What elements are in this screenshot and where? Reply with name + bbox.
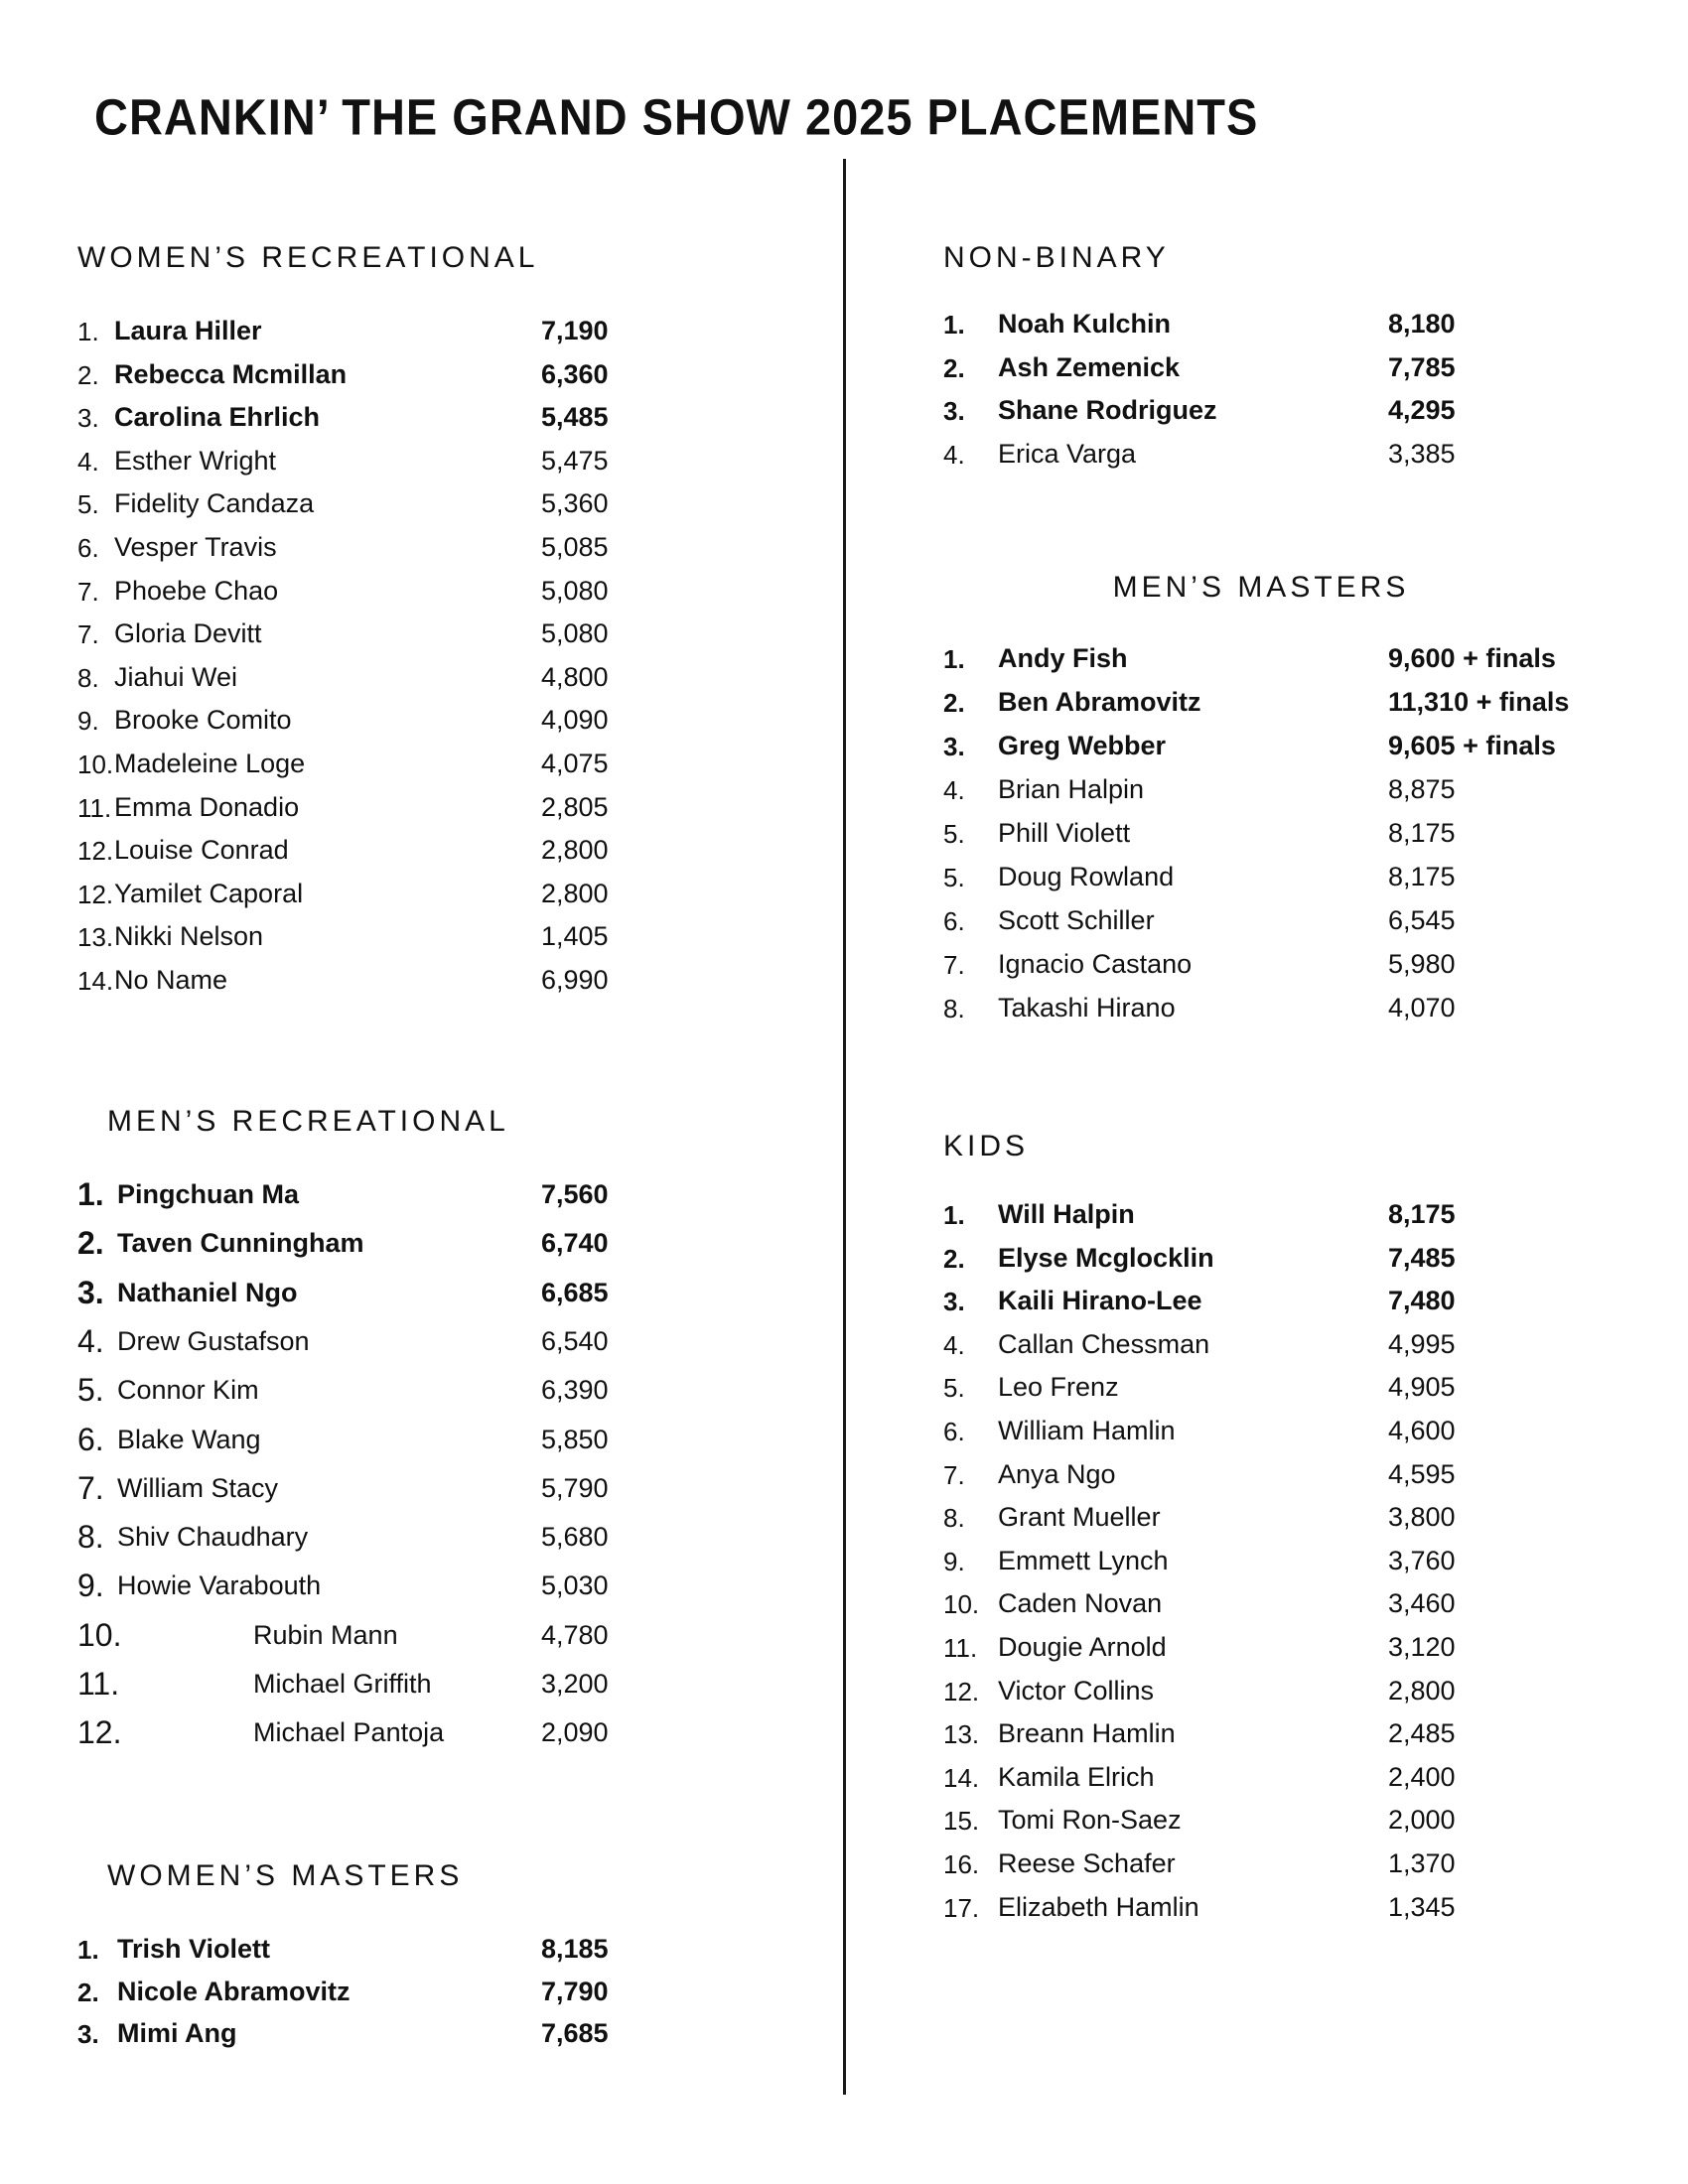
competitor-name: Anya Ngo (998, 1458, 1116, 1489)
score-value: 5,360 (541, 488, 609, 519)
placement-row (943, 1718, 1658, 1760)
competitor-name: Phill Violett (998, 818, 1131, 848)
competitor-name: Shiv Chaudhary (117, 1522, 309, 1553)
score-value: 1,370 (1388, 1848, 1456, 1878)
score-value: 5,085 (541, 532, 609, 562)
score-value: 7,790 (541, 1976, 609, 2006)
score-value: 8,875 (1388, 774, 1456, 804)
placement-row (77, 1469, 792, 1515)
section-header-mens-masters: MEN’S MASTERS (1112, 571, 1410, 604)
placement-row (77, 1934, 792, 1976)
competitor-name: Gloria Devitt (114, 618, 262, 649)
score-value: 4,800 (541, 661, 609, 692)
rank-number: 3. (943, 732, 965, 761)
rank-number: 5. (943, 1373, 965, 1404)
rank-number: 2. (943, 1243, 965, 1274)
competitor-name: Vesper Travis (114, 532, 277, 562)
score-value: 5,080 (541, 575, 609, 606)
competitor-name: Howie Varabouth (117, 1570, 322, 1601)
rank-number: 4. (77, 446, 99, 477)
score-value: 7,685 (541, 2018, 609, 2048)
section-womens-recreational (77, 241, 792, 1115)
placement-row (943, 687, 1658, 729)
placement-row (77, 532, 792, 574)
score-value: 2,485 (1388, 1718, 1456, 1749)
score-value: 7,480 (1388, 1286, 1456, 1316)
placement-row (77, 921, 792, 963)
competitor-name: Nikki Nelson (114, 921, 264, 952)
rank-number: 7. (943, 950, 965, 980)
section-non-binary (943, 241, 1658, 569)
competitor-name: William Stacy (117, 1472, 279, 1503)
score-value: 6,685 (541, 1277, 609, 1307)
placement-row (943, 1805, 1658, 1846)
rank-number: 1. (943, 644, 965, 674)
score-value: 5,030 (541, 1570, 609, 1601)
placement-row (943, 1329, 1658, 1371)
score-value: 6,360 (541, 358, 609, 389)
rank-number: 7. (77, 619, 99, 650)
rank-number: 10. (943, 1589, 980, 1620)
competitor-name: Taven Cunningham (117, 1228, 364, 1259)
rank-number: 1. (77, 1176, 104, 1212)
competitor-name: Emma Donadio (114, 791, 300, 822)
competitor-name: Will Halpin (998, 1199, 1135, 1229)
column-divider-line (843, 159, 846, 2095)
rank-number: 4. (77, 1322, 104, 1359)
competitor-name: Breann Hamlin (998, 1718, 1176, 1749)
rank-number: 1. (943, 1200, 965, 1230)
placement-row (77, 1519, 792, 1564)
rank-number: 6. (943, 1417, 965, 1446)
placement-row (77, 879, 792, 920)
rank-number: 3. (943, 1287, 965, 1317)
rank-number: 7. (77, 1469, 104, 1506)
competitor-name: Erica Varga (998, 438, 1137, 469)
competitor-name: Rubin Mann (253, 1619, 398, 1650)
competitor-name: Victor Collins (998, 1675, 1155, 1706)
score-value: 9,600 + finals (1388, 643, 1556, 673)
score-value: 3,460 (1388, 1588, 1456, 1619)
rank-number: 16. (943, 1849, 980, 1879)
rank-number: 5. (77, 489, 99, 520)
competitor-name: Carolina Ehrlich (114, 402, 321, 433)
placement-row (943, 309, 1658, 350)
score-value: 2,805 (541, 791, 609, 822)
placement-row (943, 1892, 1658, 1934)
competitor-name: Scott Schiller (998, 905, 1155, 935)
section-header-womens-recreational: WOMEN’S RECREATIONAL (77, 241, 539, 274)
competitor-name: Blake Wang (117, 1424, 261, 1454)
placement-row (943, 1372, 1658, 1414)
score-value: 11,310 + finals (1388, 687, 1570, 717)
rank-number: 3. (77, 1274, 104, 1310)
rank-number: 2. (77, 1977, 99, 2007)
competitor-name: Andy Fish (998, 643, 1128, 673)
competitor-name: Ash Zemenick (998, 351, 1181, 382)
competitor-name: Ignacio Castano (998, 949, 1193, 979)
score-value: 5,475 (541, 445, 609, 476)
competitor-name: Takashi Hirano (998, 993, 1176, 1023)
section-mens-recreational (77, 1105, 792, 1859)
rank-number: 2. (943, 352, 965, 383)
section-womens-masters (77, 1859, 792, 2184)
competitor-name: Emmett Lynch (998, 1545, 1169, 1575)
placement-row (77, 359, 792, 401)
placement-row (77, 1176, 792, 1221)
competitor-name: Reese Schafer (998, 1848, 1176, 1878)
competitor-name: Nathaniel Ngo (117, 1277, 298, 1307)
rank-number: 15. (943, 1806, 980, 1837)
score-value: 8,175 (1388, 862, 1456, 891)
rank-number: 2. (77, 1225, 104, 1262)
placement-row (77, 402, 792, 444)
score-value: 5,080 (541, 618, 609, 649)
rank-number: 14. (943, 1762, 980, 1793)
rank-number: 13. (77, 922, 114, 953)
rank-number: 9. (77, 1568, 104, 1604)
placement-row (943, 1459, 1658, 1501)
competitor-name: Pingchuan Ma (117, 1179, 300, 1209)
rank-number: 8. (943, 1503, 965, 1534)
page-title: CRANKIN’ THE GRAND SHOW 2025 PLACEMENTS (94, 88, 1259, 146)
section-header-kids: KIDS (943, 1130, 1030, 1162)
competitor-name: Brooke Comito (114, 705, 292, 736)
placement-row (943, 352, 1658, 394)
section-header-mens-recreational: MEN’S RECREATIONAL (107, 1105, 509, 1138)
competitor-name: Louise Conrad (114, 835, 289, 866)
rank-number: 7. (77, 576, 99, 607)
rank-number: 2. (77, 359, 99, 390)
competitor-name: Grant Mueller (998, 1502, 1161, 1533)
rank-number: 8. (943, 994, 965, 1024)
score-value: 6,990 (541, 965, 609, 995)
competitor-name: Michael Pantoja (253, 1717, 445, 1748)
score-value: 1,345 (1388, 1891, 1456, 1922)
score-value: 4,995 (1388, 1328, 1456, 1359)
rank-number: 11. (943, 1633, 978, 1663)
competitor-name: Elizabeth Hamlin (998, 1891, 1199, 1922)
score-value: 3,800 (1388, 1502, 1456, 1533)
score-value: 9,605 + finals (1388, 731, 1556, 760)
rank-number: 5. (77, 1372, 104, 1409)
placement-row (943, 731, 1658, 772)
competitor-name: Tomi Ron-Saez (998, 1805, 1182, 1836)
competitor-name: Fidelity Candaza (114, 488, 315, 519)
competitor-name: Noah Kulchin (998, 309, 1171, 339)
placement-row (943, 818, 1658, 860)
competitor-name: Drew Gustafson (117, 1325, 310, 1356)
section-mens-masters (943, 571, 1658, 1127)
score-value: 8,185 (541, 1934, 609, 1964)
placement-row (943, 862, 1658, 903)
placement-row (77, 965, 792, 1007)
competitor-name: Doug Rowland (998, 862, 1175, 891)
competitor-name: Madeleine Loge (114, 749, 306, 778)
rank-number: 12. (77, 836, 114, 867)
score-value: 5,980 (1388, 949, 1456, 979)
rank-number: 10. (77, 1616, 122, 1653)
placement-row (943, 905, 1658, 947)
score-value: 3,760 (1388, 1545, 1456, 1575)
section-kids (943, 1130, 1658, 2003)
placement-row (943, 1632, 1658, 1674)
rank-number: 5. (943, 863, 965, 892)
rank-number: 6. (77, 1421, 104, 1457)
placement-row (77, 662, 792, 704)
placement-row (943, 1546, 1658, 1587)
rank-number: 10. (77, 750, 114, 779)
score-value: 4,295 (1388, 395, 1456, 426)
placement-row (77, 576, 792, 617)
score-value: 6,540 (541, 1325, 609, 1356)
placement-row (77, 792, 792, 834)
competitor-name: Laura Hiller (114, 316, 262, 345)
competitor-name: Nicole Abramovitz (117, 1976, 351, 2006)
competitor-name: Jiahui Wei (114, 661, 238, 692)
score-value: 5,790 (541, 1472, 609, 1503)
rank-number: 6. (943, 906, 965, 936)
placement-row (77, 1666, 792, 1710)
rank-number: 12. (943, 1676, 980, 1706)
placement-row (943, 1502, 1658, 1544)
score-value: 4,905 (1388, 1372, 1456, 1403)
score-value: 2,800 (1388, 1675, 1456, 1706)
placement-row (77, 835, 792, 877)
competitor-name: Trish Violett (117, 1934, 271, 1964)
rank-number: 3. (943, 396, 965, 427)
competitor-name: Mimi Ang (117, 2018, 237, 2048)
rank-number: 17. (943, 1892, 980, 1923)
placement-row (943, 1762, 1658, 1804)
score-value: 5,485 (541, 402, 609, 433)
competitor-name: Greg Webber (998, 731, 1167, 760)
score-value: 3,120 (1388, 1632, 1456, 1662)
placement-row (943, 993, 1658, 1034)
placement-row (77, 618, 792, 660)
rank-number: 1. (943, 310, 965, 340)
placement-row (77, 446, 792, 487)
competitor-name: Ben Abramovitz (998, 687, 1201, 717)
score-value: 7,785 (1388, 351, 1456, 382)
placement-row (943, 1243, 1658, 1285)
competitor-name: Connor Kim (117, 1375, 259, 1406)
score-value: 7,560 (541, 1179, 609, 1209)
competitor-name: William Hamlin (998, 1416, 1176, 1445)
competitor-name: Kamila Elrich (998, 1761, 1155, 1792)
placement-row (77, 316, 792, 357)
competitor-name: Shane Rodriguez (998, 395, 1217, 426)
score-value: 2,800 (541, 878, 609, 908)
score-value: 7,485 (1388, 1242, 1456, 1273)
placement-row (77, 1421, 792, 1466)
section-header-non-binary: NON-BINARY (943, 241, 1170, 274)
rank-number: 6. (77, 533, 99, 563)
score-value: 8,175 (1388, 818, 1456, 848)
rank-number: 3. (77, 2019, 99, 2049)
competitor-name: Caden Novan (998, 1588, 1163, 1619)
competitor-name: Dougie Arnold (998, 1632, 1167, 1662)
competitor-name: Michael Griffith (253, 1669, 432, 1699)
rank-number: 12. (77, 1714, 122, 1751)
rank-number: 1. (77, 1935, 99, 1965)
placement-row (943, 774, 1658, 816)
placement-row (77, 1570, 792, 1612)
score-value: 1,405 (541, 921, 609, 952)
placement-row (77, 1274, 792, 1319)
score-value: 4,600 (1388, 1416, 1456, 1445)
rank-number: 4. (943, 439, 965, 470)
rank-number: 9. (943, 1546, 965, 1576)
placement-row (77, 1714, 792, 1759)
placement-row (77, 1225, 792, 1270)
placement-row (943, 1848, 1658, 1890)
rank-number: 8. (77, 662, 99, 693)
placement-row (77, 488, 792, 530)
score-value: 3,385 (1388, 438, 1456, 469)
rank-number: 7. (943, 1459, 965, 1490)
competitor-name: No Name (114, 965, 228, 995)
score-value: 4,070 (1388, 993, 1456, 1023)
placement-row (77, 749, 792, 790)
rank-number: 12. (77, 879, 114, 909)
placement-row (77, 1322, 792, 1368)
rank-number: 9. (77, 706, 99, 737)
score-value: 4,595 (1388, 1458, 1456, 1489)
score-value: 6,740 (541, 1228, 609, 1259)
competitor-name: Brian Halpin (998, 774, 1145, 804)
placement-row (943, 1588, 1658, 1630)
score-value: 4,780 (541, 1619, 609, 1650)
placement-row (943, 439, 1658, 480)
placement-row (943, 1286, 1658, 1327)
placement-row (77, 1616, 792, 1662)
rank-number: 14. (77, 966, 114, 996)
score-value: 6,545 (1388, 905, 1456, 935)
placement-row (77, 705, 792, 747)
score-value: 4,090 (541, 705, 609, 736)
rank-number: 13. (943, 1719, 980, 1750)
placement-row (943, 1199, 1658, 1241)
competitor-name: Callan Chessman (998, 1328, 1210, 1359)
score-value: 3,200 (541, 1669, 609, 1699)
placement-row (77, 1372, 792, 1417)
score-value: 2,090 (541, 1717, 609, 1748)
rank-number: 5. (943, 819, 965, 849)
placement-row (77, 2018, 792, 2060)
competitor-name: Esther Wright (114, 445, 277, 476)
score-value: 8,180 (1388, 309, 1456, 339)
section-header-womens-masters: WOMEN’S MASTERS (107, 1859, 464, 1892)
score-value: 7,190 (541, 316, 609, 345)
placement-row (943, 1416, 1658, 1457)
rank-number: 8. (77, 1519, 104, 1556)
rank-number: 4. (943, 775, 965, 805)
competitor-name: Elyse Mcglocklin (998, 1242, 1214, 1273)
rank-number: 11. (77, 1666, 120, 1702)
competitor-name: Phoebe Chao (114, 575, 279, 606)
rank-number: 1. (77, 317, 99, 346)
score-value: 4,075 (541, 749, 609, 778)
competitor-name: Yamilet Caporal (114, 878, 304, 908)
placement-row (943, 643, 1658, 685)
rank-number: 3. (77, 403, 99, 434)
placement-row (943, 395, 1658, 437)
score-value: 2,800 (541, 835, 609, 866)
competitor-name: Leo Frenz (998, 1372, 1119, 1403)
score-value: 5,850 (541, 1424, 609, 1454)
rank-number: 4. (943, 1329, 965, 1360)
placement-row (943, 949, 1658, 991)
placement-row (943, 1676, 1658, 1717)
rank-number: 2. (943, 688, 965, 718)
placement-row (77, 1977, 792, 2018)
score-value: 5,680 (541, 1522, 609, 1553)
rank-number: 11. (77, 792, 112, 823)
score-value: 2,400 (1388, 1761, 1456, 1792)
score-value: 8,175 (1388, 1199, 1456, 1229)
competitor-name: Rebecca Mcmillan (114, 358, 348, 389)
score-value: 6,390 (541, 1375, 609, 1406)
competitor-name: Kaili Hirano-Lee (998, 1286, 1202, 1316)
score-value: 2,000 (1388, 1805, 1456, 1836)
